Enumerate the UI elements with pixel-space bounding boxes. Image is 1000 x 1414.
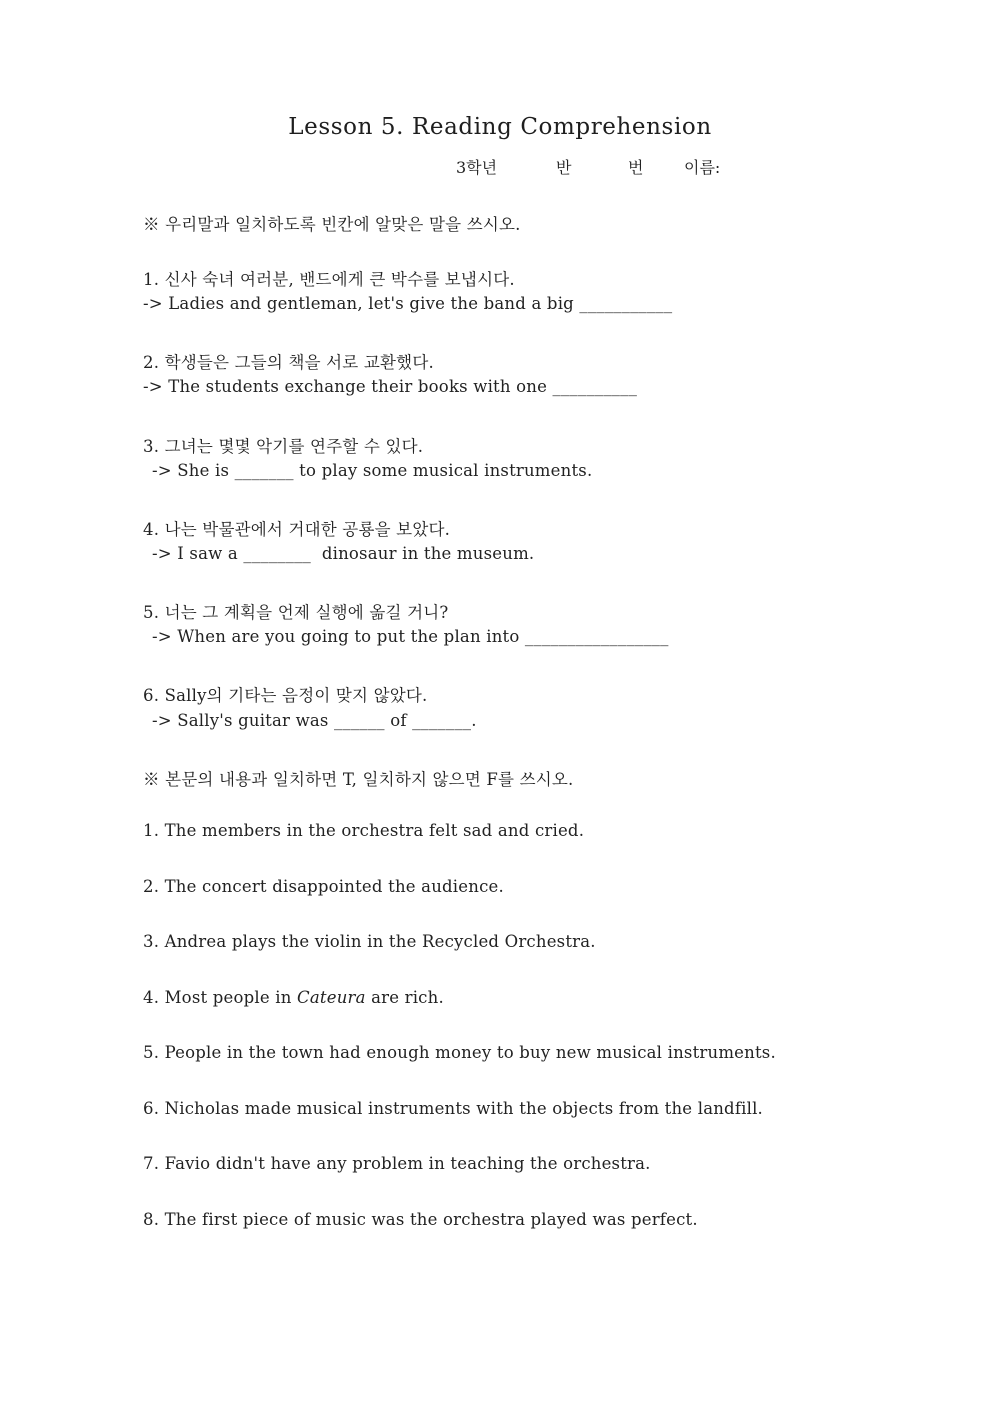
question-korean: 6. Sally의 기타는 음정이 맞지 않았다. bbox=[143, 686, 428, 705]
tf-statement bbox=[143, 988, 444, 1007]
question-english: -> The students exchange their books with one __________ bbox=[143, 377, 638, 396]
tf-statement: 3. Andrea plays the violin in the Recycled Orchestra. bbox=[143, 932, 596, 951]
question-korean: 4. 나는 박물관에서 거대한 공룡을 보았다. bbox=[143, 520, 451, 539]
tf-statement-suffix: are rich. bbox=[365, 988, 444, 1007]
name-label: 이름: bbox=[684, 158, 721, 177]
tf-statement: 2. The concert disappointed the audience. bbox=[143, 877, 504, 896]
question-english: -> Ladies and gentleman, let's give the band a big ___________ bbox=[143, 294, 673, 313]
place-name-italic: Cateura bbox=[297, 988, 366, 1007]
section2-instruction: ※ 본문의 내용과 일치하면 T, 일치하지 않으면 F를 쓰시오. bbox=[143, 770, 574, 789]
question-korean: 5. 너는 그 계획을 언제 실행에 옮길 거니? bbox=[143, 603, 449, 622]
question-english: -> When are you going to put the plan into _________________ bbox=[152, 627, 669, 646]
question-english: -> Sally's guitar was ______ of _______. bbox=[152, 711, 477, 730]
tf-statement: 1. The members in the orchestra felt sad and cried. bbox=[143, 821, 585, 840]
tf-statement: 7. Favio didn't have any problem in teaching the orchestra. bbox=[143, 1154, 651, 1173]
tf-statement: 5. People in the town had enough money to buy new musical instruments. bbox=[143, 1043, 776, 1062]
tf-statement: 8. The first piece of music was the orchestra played was perfect. bbox=[143, 1210, 698, 1229]
tf-statement-prefix: 4. Most people in bbox=[143, 988, 298, 1007]
question-korean: 2. 학생들은 그들의 책을 서로 교환했다. bbox=[143, 353, 434, 372]
section1-instruction: ※ 우리말과 일치하도록 빈칸에 알맞은 말을 쓰시오. bbox=[143, 215, 521, 234]
class-label: 반 bbox=[556, 158, 572, 177]
question-english: -> She is _______ to play some musical instruments. bbox=[152, 461, 593, 480]
number-label: 번 bbox=[628, 158, 644, 177]
question-english: -> I saw a ________ dinosaur in the museum. bbox=[152, 544, 535, 563]
question-korean: 1. 신사 숙녀 여러분, 밴드에게 큰 박수를 보냅시다. bbox=[143, 270, 515, 289]
question-korean: 3. 그녀는 몇몇 악기를 연주할 수 있다. bbox=[143, 437, 424, 456]
tf-statement: 6. Nicholas made musical instruments with the objects from the landfill. bbox=[143, 1099, 764, 1118]
page-title: Lesson 5. Reading Comprehension bbox=[288, 114, 712, 140]
grade-label: 3학년 bbox=[456, 158, 498, 177]
student-info bbox=[456, 155, 720, 178]
